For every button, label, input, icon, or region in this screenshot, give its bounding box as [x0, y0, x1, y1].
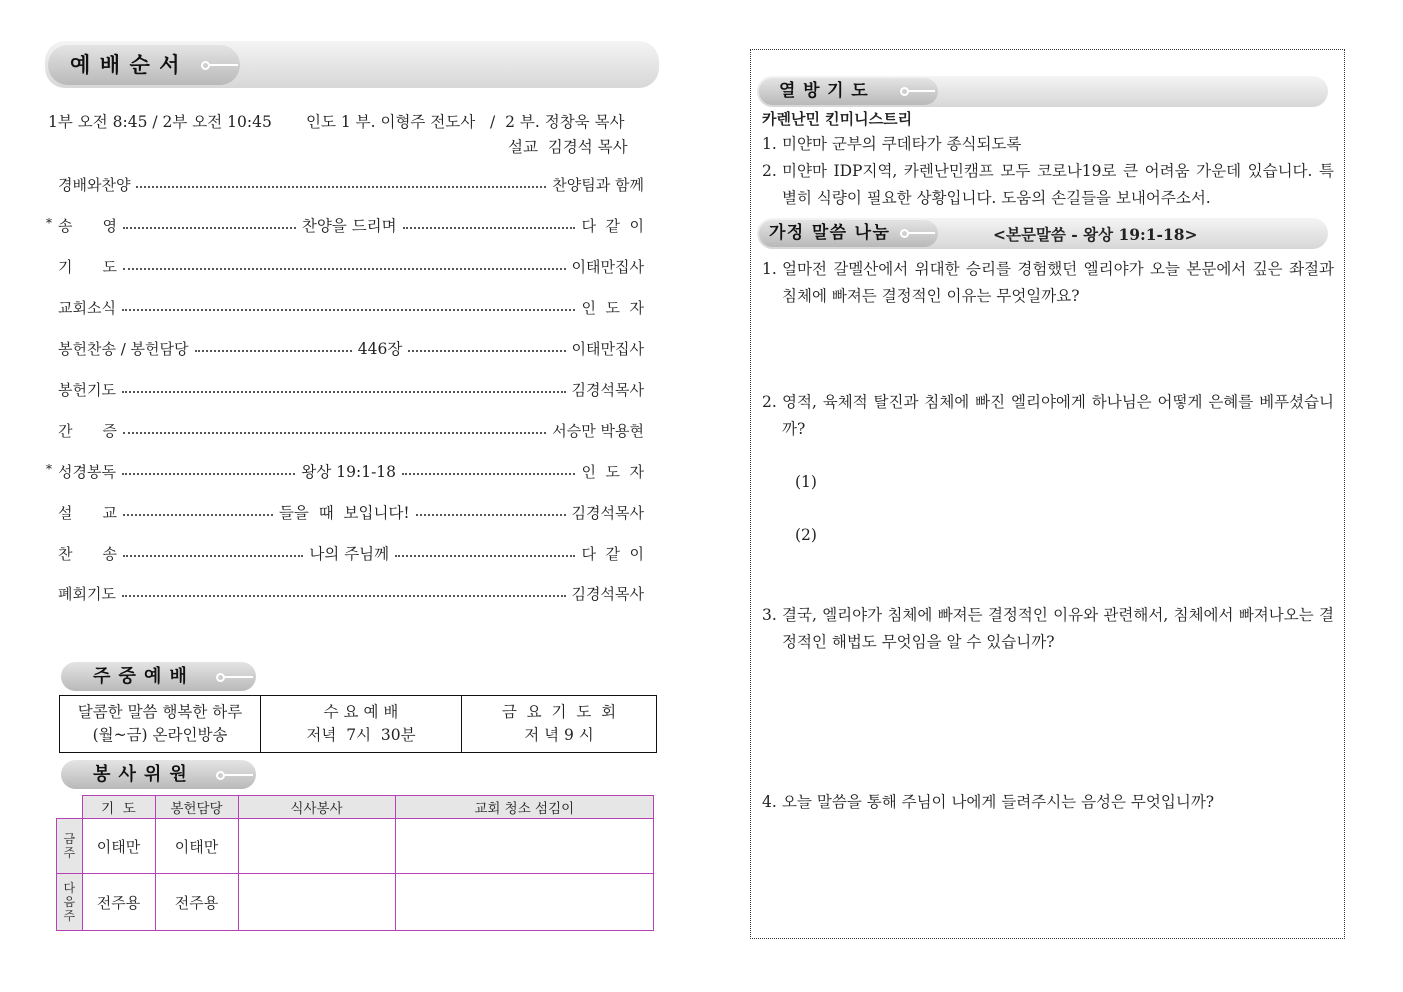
- order-row: [58, 336, 644, 360]
- prayer-item: [762, 158, 1334, 212]
- standing-mark: *: [46, 216, 52, 230]
- dotted-leader: [195, 350, 352, 352]
- order-label: 교회소식: [58, 298, 116, 317]
- cell-offering: 전주용: [155, 874, 238, 931]
- dotted-leader: [122, 473, 295, 475]
- question-text: 결국, 엘리야가 침체에 빠져든 결정적인 이유와 관련해서, 침체에서 빠져나오는 결정적인 해법도 무엇임을 알 수 있습니까?: [782, 606, 1334, 651]
- question-number: 3.: [762, 606, 777, 624]
- order-row: [58, 500, 644, 524]
- weekly-knob-icon: [216, 673, 225, 682]
- order-row: [46, 213, 645, 237]
- weekly-cell-friday: [462, 696, 657, 753]
- weekly-knob-line: [225, 676, 253, 678]
- order-row: [58, 418, 644, 442]
- dotted-leader: [123, 227, 296, 229]
- dotted-leader: [123, 555, 303, 557]
- order-label: 간 증: [58, 421, 117, 440]
- dotted-leader: [395, 555, 575, 557]
- order-label: 경배와찬양: [58, 175, 131, 194]
- week-label-this-week-text: 금 주: [63, 832, 76, 860]
- question-number: 1.: [762, 260, 777, 278]
- question-text: 얼마전 갈멜산에서 위대한 승리를 경험했던 엘리야가 오늘 본문에서 깊은 좌절과 침체에 빠져든 결정적인 이유는 무엇일까요?: [782, 260, 1334, 305]
- prayer-knob-line: [909, 90, 935, 92]
- weekly-worship-table: [59, 695, 657, 753]
- answer-sub-item: (2): [795, 526, 817, 544]
- question-item: [762, 602, 1334, 656]
- weekly-cell-friday-line2: 저 녁 9 시: [524, 726, 594, 744]
- question-text: 영적, 육체적 탈진과 침체에 빠진 엘리야에게 하나님은 어떻게 은혜를 베푸셨습니까?: [782, 393, 1334, 438]
- dotted-leader: [136, 186, 546, 188]
- volunteers-knob-line: [225, 774, 253, 776]
- cell-meal: [238, 874, 395, 931]
- order-label: 성경봉독: [58, 462, 116, 481]
- order-detail: 찬양을 드리며: [301, 217, 397, 235]
- order-person: 인 도 자: [581, 298, 644, 317]
- dotted-leader: [403, 227, 576, 229]
- prayer-item-number: 2.: [762, 162, 777, 180]
- order-row: [58, 581, 644, 605]
- weekly-cell-wednesday-line1: 수 요 예 배: [323, 703, 399, 721]
- volunteers-knob-icon: [216, 771, 225, 780]
- volunteers-title: 봉사위원: [61, 760, 256, 789]
- question-number: 2.: [762, 393, 777, 411]
- order-person: 이태만집사: [571, 257, 644, 276]
- dotted-leader: [123, 268, 566, 270]
- order-label: 봉헌기도: [58, 380, 116, 399]
- dotted-leader: [402, 473, 575, 475]
- prayer-item-number: 1.: [762, 135, 777, 153]
- family-knob-line: [909, 232, 935, 234]
- week-label-this-week: [57, 819, 83, 874]
- order-row: [46, 459, 644, 483]
- header-knob-line: [210, 64, 238, 66]
- cell-cleaning: [395, 819, 654, 874]
- header-offering: 봉헌담당: [155, 796, 238, 819]
- order-detail: 446장: [357, 340, 403, 358]
- weekly-cell-online: [60, 696, 261, 753]
- order-person: 김경석목사: [571, 380, 644, 399]
- weekly-cell-online-line2: (월~금) 온라인방송: [92, 726, 228, 744]
- order-detail: 왕상 19:1-18: [301, 463, 397, 481]
- dotted-leader: [122, 595, 566, 597]
- prayer-subtitle: 카렌난민 킨미니스트리: [762, 110, 913, 128]
- week-label-next-week: [57, 874, 83, 931]
- dotted-leader: [408, 350, 565, 352]
- scripture-reference: <본문말씀 - 왕상 19:1-18>: [993, 225, 1198, 244]
- header-cleaning: 교회 청소 섬김이: [395, 796, 654, 819]
- order-person: 찬양팀과 함께: [552, 175, 644, 194]
- prayer-item: [762, 131, 1334, 158]
- order-person: 김경석목사: [571, 584, 644, 603]
- dotted-leader: [122, 391, 566, 393]
- dotted-leader: [416, 514, 566, 516]
- weekly-cell-online-line1: 달콤한 말씀 행복한 하루: [77, 703, 243, 721]
- weekly-cell-friday-line1: 금 요 기 도 회: [501, 703, 617, 721]
- service-leaders: 인도 1 부. 이형주 전도사 / 2 부. 정창욱 목사: [306, 113, 625, 131]
- question-item: [762, 256, 1334, 310]
- order-label: 기 도: [58, 257, 117, 276]
- order-person: 다 같 이: [581, 544, 645, 563]
- order-person: 인 도 자: [581, 462, 644, 481]
- order-label: 폐회기도: [58, 584, 116, 603]
- question-number: 4.: [762, 793, 777, 811]
- worship-order-title: 예배순서: [48, 45, 240, 85]
- weekly-cell-wednesday-line2: 저녁 7시 30분: [306, 726, 416, 744]
- dotted-leader: [123, 432, 546, 434]
- header-knob-icon: [201, 61, 210, 70]
- question-item: [762, 789, 1334, 816]
- order-detail: 들을 때 보입니다!: [278, 504, 410, 522]
- order-label: 송 영: [58, 216, 117, 235]
- order-row: [58, 377, 644, 401]
- order-person: 김경석목사: [571, 503, 644, 522]
- cell-prayer: 전주용: [82, 874, 155, 931]
- order-person: 서승만 박용현: [552, 421, 644, 440]
- cell-cleaning: [395, 874, 654, 931]
- header-prayer: 기 도: [82, 796, 155, 819]
- question-text: 오늘 말씀을 통해 주님이 나에게 들려주시는 음성은 무엇입니까?: [782, 793, 1215, 811]
- dotted-leader: [123, 514, 273, 516]
- volunteers-row-next-week: [57, 874, 654, 931]
- service-preacher: 설교 김경석 목사: [508, 138, 628, 156]
- weekly-cell-wednesday: [261, 696, 462, 753]
- prayer-title: 열방기도: [759, 78, 938, 105]
- order-person: 이태만집사: [571, 339, 644, 358]
- order-row: [58, 254, 644, 278]
- order-label: 봉헌찬송 / 봉헌담당: [58, 339, 189, 358]
- volunteers-row-this-week: [57, 819, 654, 874]
- volunteers-table: [56, 795, 654, 931]
- standing-mark: *: [46, 462, 52, 476]
- order-detail: 나의 주님께: [309, 545, 390, 563]
- volunteers-corner: [57, 796, 83, 819]
- week-label-next-week-text: 다 음 주: [63, 881, 76, 923]
- order-row: [58, 295, 644, 319]
- cell-offering: 이태만: [155, 819, 238, 874]
- order-label: 찬 송: [58, 544, 117, 563]
- dotted-leader: [122, 309, 575, 311]
- header-meal: 식사봉사: [238, 796, 395, 819]
- order-person: 다 같 이: [581, 216, 645, 235]
- order-row: [58, 172, 644, 196]
- service-times: 1부 오전 8:45 / 2부 오전 10:45: [48, 113, 272, 131]
- prayer-knob-icon: [900, 87, 909, 96]
- cell-prayer: 이태만: [82, 819, 155, 874]
- prayer-item-text: 미얀마 군부의 쿠데타가 종식되도록: [782, 135, 1022, 153]
- answer-sub-item: (1): [795, 473, 817, 491]
- prayer-item-text: 미얀마 IDP지역, 카렌난민캠프 모두 코로나19로 큰 어려움 가운데 있습니다. 특별히 식량이 필요한 상황입니다. 도움의 손길들을 보내어주소서.: [782, 162, 1334, 207]
- order-row: [58, 541, 644, 565]
- question-item: [762, 389, 1334, 443]
- order-label: 설 교: [58, 503, 117, 522]
- weekly-worship-title: 주중예배: [61, 662, 256, 691]
- family-knob-icon: [900, 229, 909, 238]
- family-word-title: 가정 말씀 나눔: [759, 220, 938, 247]
- cell-meal: [238, 819, 395, 874]
